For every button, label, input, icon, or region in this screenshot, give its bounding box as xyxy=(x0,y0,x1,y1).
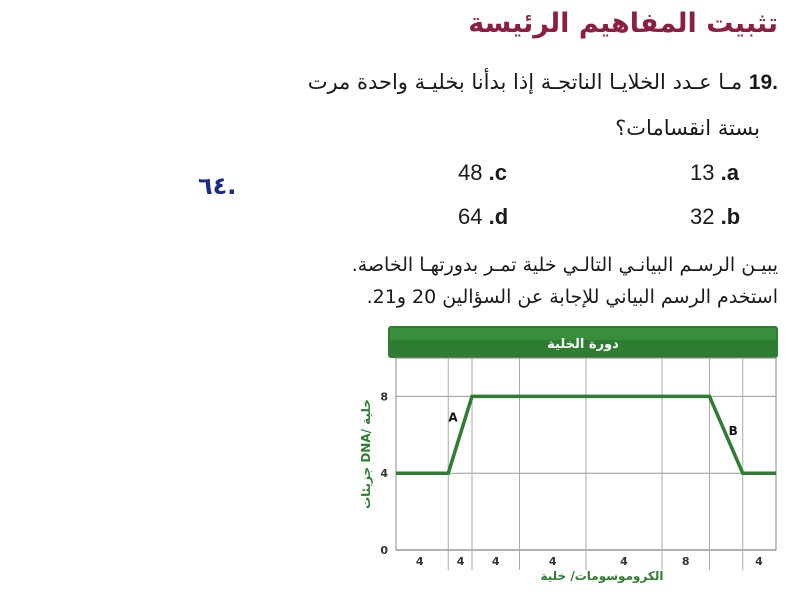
annotation-b: B xyxy=(728,423,738,438)
cell-cycle-chart xyxy=(360,322,780,600)
option-a[interactable] xyxy=(690,160,739,186)
option-d-letter: .d xyxy=(488,204,509,229)
y-tick-label: 8 xyxy=(380,390,388,404)
chart-title: دورة الخلية xyxy=(547,337,619,352)
x-tick-label: 4 xyxy=(456,555,465,568)
y-tick-label: 0 xyxy=(380,544,388,557)
option-c[interactable] xyxy=(458,160,507,186)
option-d-value: 64 xyxy=(458,204,483,229)
x-axis-ticks xyxy=(416,555,763,568)
intro-line-1: يبيـن الرسـم البيانـي التالـي خلية تمـر بدورتهـا الخاصة. xyxy=(351,254,778,276)
intro-line-2: استخدم الرسم البياني للإجابة عن السؤالين 20 و21. xyxy=(366,286,778,308)
x-tick-label: 4 xyxy=(548,555,557,568)
option-b-letter: .b xyxy=(720,204,741,229)
x-tick-label: 4 xyxy=(491,555,500,568)
option-c-letter: .c xyxy=(488,160,507,185)
x-axis-label: الكروموسومات/ خلية xyxy=(540,569,664,583)
y-tick-label: 4 xyxy=(380,467,388,481)
question-number: .19 xyxy=(748,71,778,94)
y-axis-ticks xyxy=(380,390,388,557)
chart-svg xyxy=(360,322,780,600)
question-text-1: مـا عـدد الخلايـا الناتجـة إذا بدأنا بخليـة واحدة مرت xyxy=(307,70,743,94)
x-tick-label: 4 xyxy=(415,555,424,568)
section-title: تثبيت المفاهيم الرئيسة xyxy=(468,8,778,39)
answer-annotation: .٦٤ xyxy=(198,172,237,200)
x-tick-label: 8 xyxy=(681,555,690,568)
x-tick-label: 4 xyxy=(620,555,628,568)
question-line-2: بستة انقسامات؟ xyxy=(615,116,760,140)
option-b[interactable] xyxy=(690,204,740,230)
annotation-a: A xyxy=(448,410,458,425)
x-tick-label: 4 xyxy=(755,555,763,568)
option-c-value: 48 xyxy=(458,160,483,185)
option-a-letter: .a xyxy=(720,160,739,185)
y-axis-label: جزيئات DNA/ خلية xyxy=(360,399,373,509)
option-b-value: 32 xyxy=(690,204,715,229)
question-line-1 xyxy=(308,70,778,95)
option-a-value: 13 xyxy=(690,160,715,185)
option-d[interactable] xyxy=(458,204,508,230)
